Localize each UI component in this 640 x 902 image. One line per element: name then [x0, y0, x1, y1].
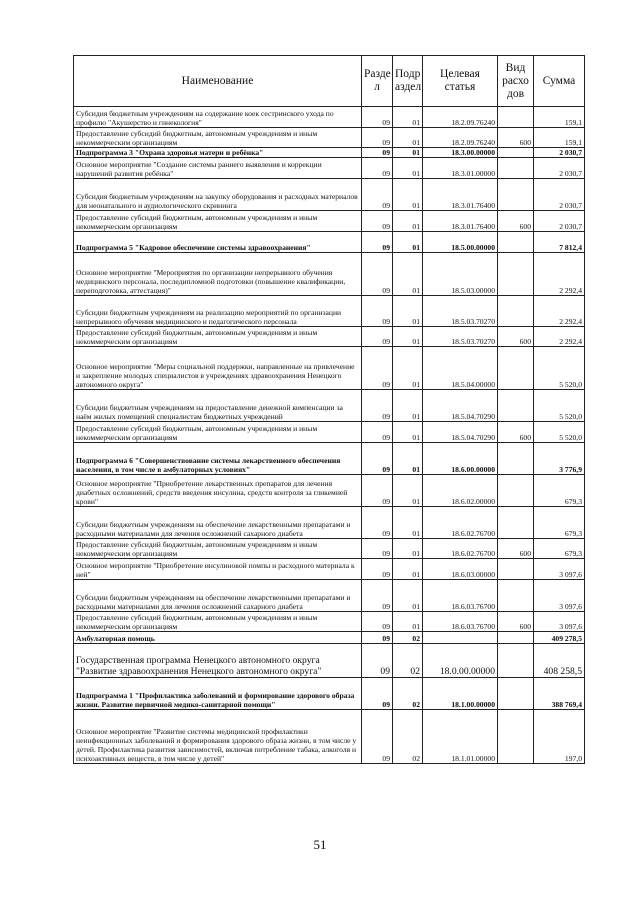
table-row: [74, 179, 585, 211]
row-sum: 159,1: [534, 107, 585, 128]
row-razdel: 09: [362, 580, 393, 612]
row-vid: [498, 475, 534, 507]
row-vid: [498, 179, 534, 211]
row-sum: 159,1: [534, 128, 585, 148]
row-podrazdel: 01: [393, 559, 423, 580]
row-vid: [498, 148, 534, 158]
row-vid: [498, 443, 534, 475]
row-vid: [498, 632, 534, 644]
row-podrazdel: 01: [393, 107, 423, 128]
row-razdel: 09: [362, 443, 393, 475]
row-target: 18.5.04.00000: [423, 347, 498, 390]
row-podrazdel: 01: [393, 148, 423, 158]
row-vid: [498, 232, 534, 253]
row-razdel: 09: [362, 211, 393, 232]
row-target: 18.1.00.00000: [423, 678, 498, 710]
table-row: [74, 232, 585, 253]
row-razdel: 09: [362, 710, 393, 764]
row-name: Предоставление субсидий бюджетным, автономным учреждениям и иным некоммерческим организациям: [74, 612, 362, 632]
row-razdel: 09: [362, 107, 393, 128]
row-name: Предоставление субсидий бюджетным, автономным учреждениям и иным некоммерческим организациям: [74, 128, 362, 148]
row-target: 18.5.04.70290: [423, 390, 498, 422]
table-row: [74, 580, 585, 612]
row-podrazdel: 02: [393, 678, 423, 710]
row-target: 18.6.02.76700: [423, 539, 498, 559]
row-target: 18.3.00.00000: [423, 148, 498, 158]
header-target: Целевая статья: [423, 56, 498, 107]
row-vid: [498, 253, 534, 296]
row-podrazdel: 01: [393, 158, 423, 179]
row-sum: 3 776,9: [534, 443, 585, 475]
header-podrazdel: Подр аздел: [393, 56, 423, 107]
row-target: 18.3.01.76400: [423, 179, 498, 211]
header-name: Наименование: [74, 56, 362, 107]
table-row: [74, 559, 585, 580]
table-row: [74, 211, 585, 232]
table-row: [74, 632, 585, 644]
row-sum: 5 520,0: [534, 390, 585, 422]
row-target: 18.6.02.00000: [423, 475, 498, 507]
row-name: Субсидии бюджетным учреждениям на предоставление денежной компенсации за наём жилых помещений специалистам бюджетных учреждений: [74, 390, 362, 422]
row-target: 18.0.00.00000: [423, 644, 498, 678]
row-vid: 600: [498, 327, 534, 347]
row-sum: 2 030,7: [534, 158, 585, 179]
row-target: 18.5.03.70270: [423, 296, 498, 327]
table-row: [74, 327, 585, 347]
row-sum: 7 812,4: [534, 232, 585, 253]
row-target: 18.3.01.00000: [423, 158, 498, 179]
row-name: Основное мероприятие "Приобретение инсулиновой помпы и расходного материала к ней": [74, 559, 362, 580]
table-row: [74, 475, 585, 507]
row-sum: 5 520,0: [534, 347, 585, 390]
row-razdel: 09: [362, 158, 393, 179]
row-podrazdel: 01: [393, 507, 423, 539]
row-podrazdel: 01: [393, 422, 423, 443]
row-name: Основное мероприятие "Создание системы раннего выявления и коррекции нарушений развития ребёнка": [74, 158, 362, 179]
row-razdel: 09: [362, 179, 393, 211]
row-name: Подпрограмма 6 "Совершенствование системы лекарственного обеспечения населения, в том числе в амбулаторных условиях": [74, 443, 362, 475]
table-row: [74, 296, 585, 327]
row-podrazdel: 01: [393, 211, 423, 232]
row-sum: 409 278,5: [534, 632, 585, 644]
row-vid: 600: [498, 539, 534, 559]
row-podrazdel: 02: [393, 710, 423, 764]
table-row: [74, 422, 585, 443]
row-podrazdel: 01: [393, 327, 423, 347]
table-row: [74, 253, 585, 296]
row-name: Предоставление субсидий бюджетным, автономным учреждениям и иным некоммерческим организациям: [74, 539, 362, 559]
row-sum: 408 258,5: [534, 644, 585, 678]
row-razdel: 09: [362, 232, 393, 253]
table-row: [74, 612, 585, 632]
table-row: [74, 158, 585, 179]
header-vid: Вид расхо дов: [498, 56, 534, 107]
row-target: 18.6.03.76700: [423, 612, 498, 632]
row-podrazdel: 01: [393, 179, 423, 211]
row-name: Предоставление субсидий бюджетным, автономным учреждениям и иным некоммерческим организациям: [74, 211, 362, 232]
row-target: 18.3.01.76400: [423, 211, 498, 232]
row-vid: 600: [498, 128, 534, 148]
table-row: [74, 710, 585, 764]
row-podrazdel: 02: [393, 632, 423, 644]
row-vid: [498, 390, 534, 422]
table-header-row: [74, 56, 585, 107]
row-name: Субсидия бюджетным учреждениям на закупку оборудования и расходных материалов для неонатального и аудиологического скрининга: [74, 179, 362, 211]
row-target: 18.5.03.70270: [423, 327, 498, 347]
row-sum: 2 292,4: [534, 327, 585, 347]
row-name: Подпрограмма 5 "Кадровое обеспечение системы здравоохранения": [74, 232, 362, 253]
row-target: 18.5.03.00000: [423, 253, 498, 296]
row-razdel: 09: [362, 644, 393, 678]
row-name: Основное мероприятие "Развитие системы медицинской профилактики неинфекционных заболеваний и формирования здорового образа жизни, в том числе у детей. Профилактика развития зависимостей, включая потребление табака, алкоголя и психоактивных веществ, в том числе у детей": [74, 710, 362, 764]
row-target: [423, 632, 498, 644]
row-razdel: 09: [362, 128, 393, 148]
row-podrazdel: 01: [393, 475, 423, 507]
row-target: 18.5.00.00000: [423, 232, 498, 253]
row-vid: [498, 158, 534, 179]
row-podrazdel: 01: [393, 347, 423, 390]
row-sum: 2 292,4: [534, 296, 585, 327]
row-target: 18.2.09.76240: [423, 107, 498, 128]
header-razdel: Разде л: [362, 56, 393, 107]
row-target: 18.5.04.70290: [423, 422, 498, 443]
table-row: [74, 539, 585, 559]
row-sum: 2 030,7: [534, 179, 585, 211]
row-sum: 679,3: [534, 507, 585, 539]
row-podrazdel: 01: [393, 390, 423, 422]
row-name: Субсидии бюджетным учреждениям на обеспечение лекарственными препаратами и расходными материалами для лечения осложнений сахарного диабета: [74, 507, 362, 539]
budget-table: [73, 55, 585, 764]
row-podrazdel: 01: [393, 253, 423, 296]
row-podrazdel: 01: [393, 612, 423, 632]
row-razdel: 09: [362, 296, 393, 327]
row-razdel: 09: [362, 507, 393, 539]
table-row: [74, 128, 585, 148]
row-razdel: 09: [362, 148, 393, 158]
row-sum: 3 097,6: [534, 580, 585, 612]
row-vid: [498, 296, 534, 327]
row-name: Субсидии бюджетным учреждениям на реализацию мероприятий по организации непрерывного обучения медицинского и педагогического персонала: [74, 296, 362, 327]
table-row: [74, 678, 585, 710]
row-sum: 679,3: [534, 539, 585, 559]
row-vid: 600: [498, 211, 534, 232]
row-razdel: 09: [362, 422, 393, 443]
row-vid: [498, 580, 534, 612]
row-vid: 600: [498, 612, 534, 632]
row-name: Предоставление субсидий бюджетным, автономным учреждениям и иным некоммерческим организациям: [74, 327, 362, 347]
row-name: Основное мероприятие "Меры социальной поддержки, направленные на привлечение и закрепление молодых специалистов в учреждениях здравоохранения Ненецкого автономного округа": [74, 347, 362, 390]
row-target: 18.6.00.00000: [423, 443, 498, 475]
row-vid: [498, 347, 534, 390]
row-razdel: 09: [362, 559, 393, 580]
row-razdel: 09: [362, 390, 393, 422]
row-podrazdel: 01: [393, 443, 423, 475]
row-vid: [498, 107, 534, 128]
row-name: Амбулаторная помощь: [74, 632, 362, 644]
row-name: Субсидии бюджетным учреждениям на обеспечение лекарственными препаратами и расходными материалами для лечения осложнений сахарного диабета: [74, 580, 362, 612]
row-sum: 2 292,4: [534, 253, 585, 296]
row-name: Основное мероприятие "Мероприятия по организации непрерывного обучения медицинского персонала, последипломной подготовки (повышение квалификации, переподготовка, аттестация)": [74, 253, 362, 296]
row-name: Подпрограмма 3 "Охрана здоровья матери и ребёнка": [74, 148, 362, 158]
row-sum: 3 097,6: [534, 559, 585, 580]
row-sum: 197,0: [534, 710, 585, 764]
row-name: Государственная программа Ненецкого автономного округа "Развитие здравоохранения Ненецкого автономного округа": [74, 644, 362, 678]
table-row: [74, 644, 585, 678]
row-podrazdel: 02: [393, 644, 423, 678]
row-target: 18.1.01.00000: [423, 710, 498, 764]
row-razdel: 09: [362, 347, 393, 390]
row-podrazdel: 01: [393, 539, 423, 559]
row-vid: [498, 710, 534, 764]
row-razdel: 09: [362, 632, 393, 644]
table-row: [74, 148, 585, 158]
table-row: [74, 390, 585, 422]
row-podrazdel: 01: [393, 580, 423, 612]
page-number: 51: [313, 837, 327, 852]
row-vid: [498, 559, 534, 580]
row-razdel: 09: [362, 539, 393, 559]
row-name: Основное мероприятие "Приобретение лекарственных препаратов для лечения диабетных осложнений, средств введения инсулина, средств контроля за гликемией крови": [74, 475, 362, 507]
table-row: [74, 507, 585, 539]
row-podrazdel: 01: [393, 232, 423, 253]
row-vid: [498, 507, 534, 539]
row-razdel: 09: [362, 253, 393, 296]
row-razdel: 09: [362, 327, 393, 347]
row-name: Предоставление субсидий бюджетным, автономным учреждениям и иным некоммерческим организациям: [74, 422, 362, 443]
row-sum: 2 030,7: [534, 211, 585, 232]
row-sum: 2 030,7: [534, 148, 585, 158]
row-vid: 600: [498, 422, 534, 443]
row-name: Субсидия бюджетным учреждениям на содержание коек сестринского ухода по профилю "Акушерство и гинекология": [74, 107, 362, 128]
table-row: [74, 107, 585, 128]
table-row: [74, 443, 585, 475]
row-razdel: 09: [362, 612, 393, 632]
table-row: [74, 347, 585, 390]
row-target: 18.2.09.76240: [423, 128, 498, 148]
row-vid: [498, 678, 534, 710]
header-sum: Сумма: [534, 56, 585, 107]
row-sum: 388 769,4: [534, 678, 585, 710]
row-podrazdel: 01: [393, 128, 423, 148]
row-sum: 679,3: [534, 475, 585, 507]
row-podrazdel: 01: [393, 296, 423, 327]
row-vid: [498, 644, 534, 678]
row-sum: 3 097,6: [534, 612, 585, 632]
row-name: Подпрограмма 1 "Профилактика заболеваний и формирование здорового образа жизни. Развитие первичной медико-санитарной помощи": [74, 678, 362, 710]
row-target: 18.6.03.00000: [423, 559, 498, 580]
row-target: 18.6.02.76700: [423, 507, 498, 539]
row-sum: 5 520,0: [534, 422, 585, 443]
row-target: 18.6.03.76700: [423, 580, 498, 612]
row-razdel: 09: [362, 475, 393, 507]
row-razdel: 09: [362, 678, 393, 710]
